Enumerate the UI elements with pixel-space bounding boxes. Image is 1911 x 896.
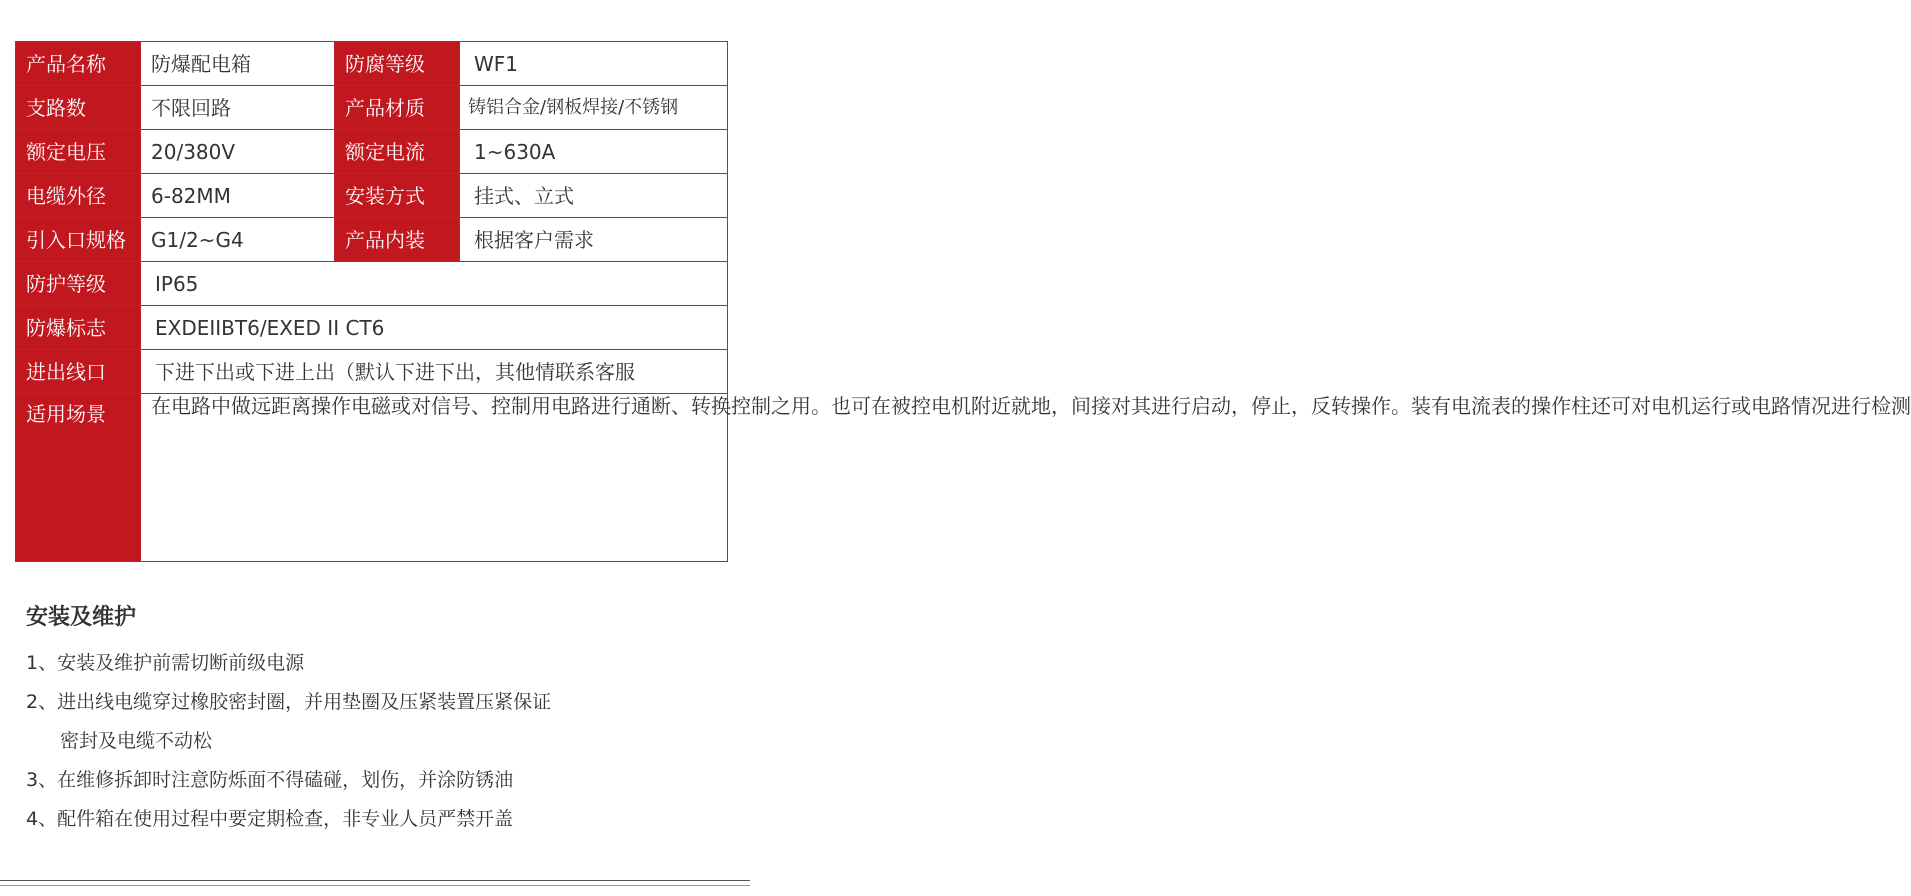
spec-row-branch	[16, 86, 728, 130]
value-material: 铸铝合金/钢板焊接/不锈钢	[460, 86, 728, 130]
bottom-divider	[0, 885, 750, 886]
maintenance-step-text: 2、进出线电缆穿过橡胶密封圈，并用垫圈及压紧装置压紧保证	[26, 691, 552, 713]
value-inlet-spec: G1/2~G4	[141, 218, 335, 262]
label-product-name: 产品名称	[16, 42, 141, 86]
value-corrosion-grade: WF1	[460, 42, 728, 86]
spec-row-exmark	[16, 306, 728, 350]
value-product-name: 防爆配电箱	[141, 42, 335, 86]
maintenance-step: 1、安装及维护前需切断前级电源	[26, 652, 305, 674]
value-usage: 在电路中做远距离操作电磁或对信号、控制用电路进行通断、转换控制之用。也可在被控电机附近就地，间接对其进行启动，停止，反转操作。装有电流表的操作柱还可对电机运行或电路情况进行检测	[141, 394, 728, 562]
label-rated-current: 额定电流	[335, 130, 460, 174]
value-explosion-mark: EXDEIIBT6/EXED II CT6	[141, 306, 728, 350]
label-internals: 产品内装	[335, 218, 460, 262]
value-cable-ports: 下进下出或下进上出（默认下进下出，其他情联系客服	[141, 350, 728, 394]
value-rated-current: 1~630A	[460, 130, 728, 174]
value-internals: 根据客户需求	[460, 218, 728, 262]
label-material: 产品材质	[335, 86, 460, 130]
maintenance-title: 安装及维护	[26, 605, 137, 630]
label-branch-count: 支路数	[16, 86, 141, 130]
spec-row-cable	[16, 174, 728, 218]
label-install-method: 安装方式	[335, 174, 460, 218]
spec-row-ports	[16, 350, 728, 394]
label-corrosion-grade: 防腐等级	[335, 42, 460, 86]
label-inlet-spec: 引入口规格	[16, 218, 141, 262]
label-usage: 适用场景	[16, 394, 141, 562]
value-protection-grade: IP65	[141, 262, 728, 306]
value-rated-voltage: 20/380V	[141, 130, 335, 174]
spec-row-name	[16, 42, 728, 86]
maintenance-step: 3、在维修拆卸时注意防烁面不得磕碰，划伤，并涂防锈油	[26, 769, 514, 791]
spec-table	[15, 41, 1911, 562]
spec-row-protection	[16, 262, 728, 306]
label-explosion-mark: 防爆标志	[16, 306, 141, 350]
value-install-method: 挂式、立式	[460, 174, 728, 218]
maintenance-step	[26, 683, 726, 761]
maintenance-step: 4、配件箱在使用过程中要定期检查，非专业人员严禁开盖	[26, 808, 514, 830]
label-protection-grade: 防护等级	[16, 262, 141, 306]
label-cable-ports: 进出线口	[16, 350, 141, 394]
bottom-divider	[0, 880, 750, 881]
label-rated-voltage: 额定电压	[16, 130, 141, 174]
maintenance-step-continuation: 密封及电缆不动松	[60, 730, 213, 752]
spec-row-usage	[16, 394, 728, 562]
spec-row-voltage	[16, 130, 728, 174]
value-cable-diameter: 6-82MM	[141, 174, 335, 218]
spec-row-inlet	[16, 218, 728, 262]
value-branch-count: 不限回路	[141, 86, 335, 130]
maintenance-steps	[26, 644, 726, 839]
label-cable-diameter: 电缆外径	[16, 174, 141, 218]
